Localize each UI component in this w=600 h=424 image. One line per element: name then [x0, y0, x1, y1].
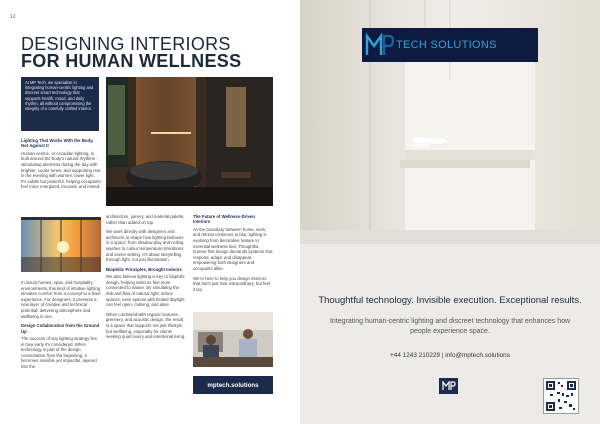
column-3	[193, 214, 273, 296]
qr-code-icon[interactable]	[543, 378, 579, 414]
intro-box: At MP Tech, we specialise in integrating human-centric lighting and discreet smart technology that supports health, mood, and daily rhythm, all without compromising the integrity of a carefully crafted interior.	[21, 77, 99, 131]
designers-paragraph: We work directly with designers and architects to shape how lighting behaves in a space: from shadow play and ceiling washes to colour temperature transitions and scene-setting. It's about storytelling through light, not just illumination.	[106, 229, 184, 263]
future-heading: The Future of Wellness-Driven Interiors	[193, 214, 255, 225]
luxury-paragraph: In luxury homes, spas, and hospitality environments, this kind of intuitive lighting elevates comfort from a concept to a lived experience. For designers, it presents a new layer of creative and technical potential: delivering atmosphere and wellbeing in one.	[21, 280, 101, 319]
right-page	[300, 0, 600, 424]
column-1	[21, 138, 101, 194]
collaboration-paragraph: The success of any lighting strategy lies in how early it's considered. When technology is part of the design conversation from the beginning, it becomes invisible yet impactful, layered into the	[21, 335, 97, 369]
mp-logo-icon	[362, 28, 396, 62]
contact-info[interactable]: +44 1243 210229 | info@mptech.solutions	[390, 352, 510, 359]
biophilic-heading: Biophilic Principles, Brought Indoors	[106, 266, 182, 272]
collaboration-heading: Design Collaboration from the Ground Up	[21, 323, 100, 334]
bathroom-photo	[106, 77, 273, 206]
architecture-paragraph: architecture, joinery, and material palette, rather than added on top.	[106, 214, 185, 225]
future-paragraph: As the boundary between home, work, and retreat continues to blur, lighting is evolving from decorative feature to essential wellness tool. Thoughtful, human-first design demands systems that respond, adapt, and disappear, empowering both designers and occupants alike.	[193, 226, 273, 271]
lighting-paragraph: Human-centric, or circadian lighting, is built around the body's natural rhythms - stimulating alertness during the day with brighter, cooler tones, and supporting rest in the evening with warmer, lower light. It's subtle but powerful, helping occupants feel more energised, focused, and rested.	[21, 150, 101, 190]
column-1-lower	[21, 280, 101, 374]
light-gradient-photo	[21, 217, 101, 272]
tagline: Thoughtful technology. Invisible execution. Exceptional results.	[318, 295, 582, 306]
organic-paragraph: When combined with organic textures, greenery, and acoustic design, the result is a space that supports not just lifestyle, but wellbeing, especially for clients seeking quiet luxury and intentional living.	[106, 311, 186, 340]
page-title-line1: DESIGNING INTERIORS	[21, 34, 231, 54]
column-2	[106, 214, 186, 344]
page-number: 12	[10, 14, 16, 20]
lighting-heading: Lighting That Works With the Body, Not Against It	[21, 138, 94, 149]
spa-background-photo	[300, 0, 600, 424]
closing-paragraph: We're here to help you design interiors that don't just look extraordinary, but feel it too.	[193, 275, 270, 292]
brand-banner	[362, 28, 538, 62]
meeting-photo	[193, 312, 273, 367]
page-title-line2: FOR HUMAN WELLNESS	[21, 51, 242, 71]
website-link[interactable]: mptech.solutions	[193, 376, 273, 394]
biophilic-paragraph: We also believe lighting is key to biophilic design, helping interiors feel more connected to nature. By simulating the ebb and flow of natural light, indoor spaces, even spaces with limited daylight can feel open, calming, and alive.	[106, 274, 185, 308]
brand-name: TECH SOLUTIONS	[396, 39, 497, 51]
small-mp-logo-icon	[439, 378, 458, 394]
subtext: Integrating human-centric lighting and discreet technology that enhances how people experience space.	[329, 318, 571, 335]
